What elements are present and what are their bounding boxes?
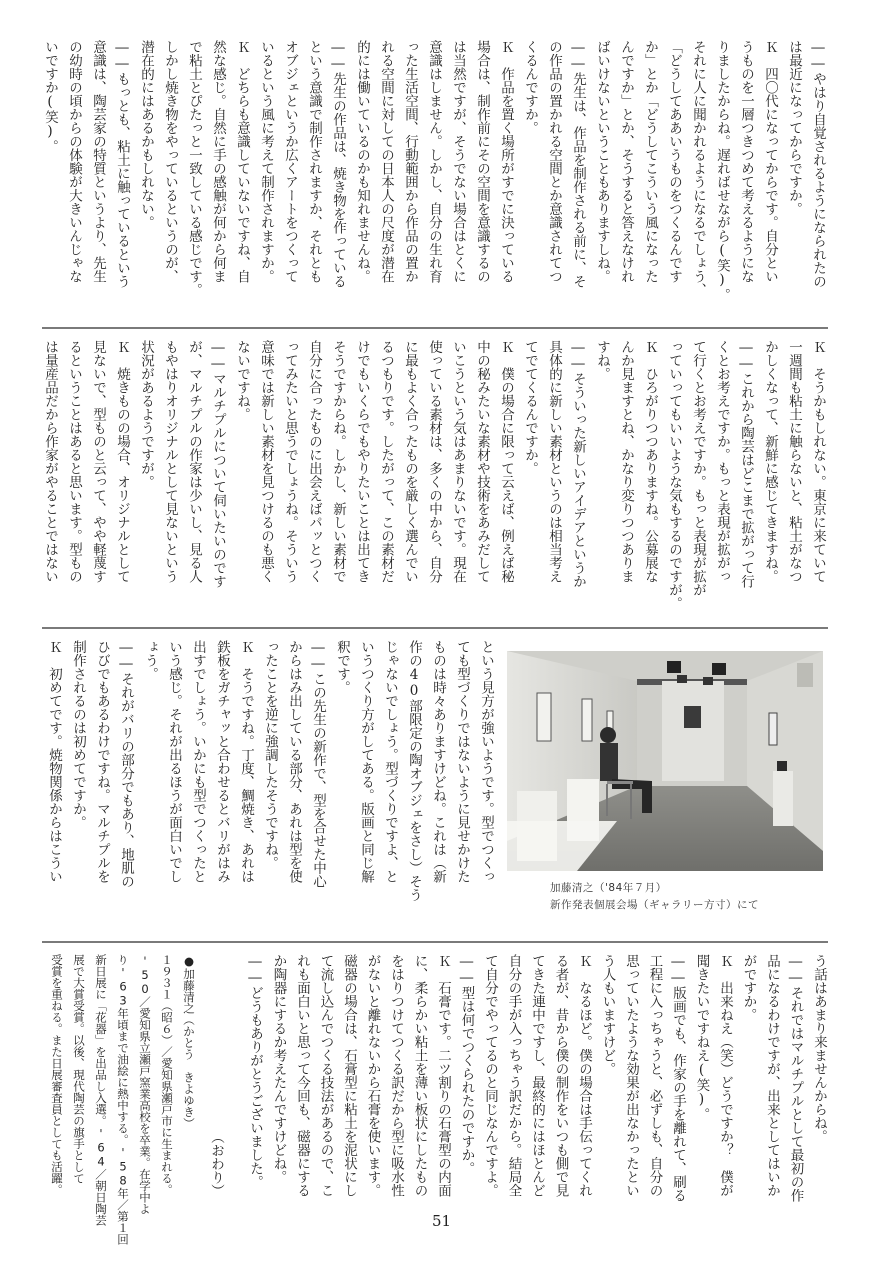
interview-columns <box>42 640 498 922</box>
text-column: Ｋ 作品を置く場所がすでに決っている <box>498 40 514 283</box>
interview-columns <box>243 954 831 1236</box>
text-column: そうですからね。しかし、新しい素材で <box>330 340 346 583</box>
text-column: れも面白いと思って今回も、磁器にする <box>294 954 310 1197</box>
text-column: Ｋ 焼きものの場合、オリジナルとして <box>114 340 130 583</box>
text-column: ったことを逆に強調したそうですね。 <box>262 640 278 870</box>
text-column: Ｋ 僕の場合に限って云えば、例えば秘 <box>498 340 514 583</box>
section-divider <box>42 627 828 629</box>
text-column: ないですね。 <box>234 340 250 421</box>
text-column: は当然ですが、そうでない場合はとくに <box>450 40 466 283</box>
text-column: いですか(笑)。 <box>42 40 58 153</box>
text-column: いこうという気はあまりないです。現在 <box>450 340 466 583</box>
text-column: ――先生の作品は、焼き物を作っている <box>330 40 346 288</box>
text-column: からはみ出している部分、あれは型を使 <box>286 640 302 883</box>
text-column: う人もいますけど。 <box>599 954 616 1076</box>
text-column: すね。 <box>594 340 610 381</box>
text-column: Ｋ なるほど。僕の場合は手伝ってくれ <box>576 954 592 1197</box>
text-column: 制作されるのは初めてですか。 <box>70 640 86 829</box>
text-column: 意味では新しい素材を見つけるのも悪く <box>258 340 274 583</box>
text-column: 出すでしょう。いかにも型でつくったと <box>190 640 206 883</box>
text-column: んか見ますとね、かなり変りつつありま <box>618 340 634 583</box>
caption-line-2: 新作発表個展会場（ギャラリー方寸）にて <box>550 899 759 911</box>
text-column: けでもいくらでもやりたいことは出てき <box>354 340 370 583</box>
text-column: Ｋ 初めてです。焼物関係からはこうい <box>46 640 62 883</box>
text-column: ――マルチプルについて伺いたいのです <box>210 340 226 588</box>
text-band-1 <box>30 40 830 322</box>
text-column: がですか。 <box>740 954 757 1022</box>
closing-mark: （おわり） <box>208 1130 224 1198</box>
text-column: う話はあまり来ませんからね。 <box>811 954 827 1143</box>
text-column: それに人に聞かれるようになるでしょう、 <box>690 40 706 297</box>
text-column: れる空間に対しての日本人の尺度が潜在 <box>378 40 394 283</box>
bio-line: 展で大賞受賞。以後、現代陶芸の旗手として <box>72 954 86 1184</box>
text-column: った生活空間、行動範囲から作品の置か <box>402 40 418 283</box>
text-column: は量産品だから作家がやることではない <box>42 340 58 583</box>
text-column: 潜在的にはあるかもしれない。 <box>138 40 154 229</box>
text-column: 使っている素材は、多くの中から、自分 <box>426 340 442 583</box>
text-column: ものは時々ありますけどね。これは（新 <box>430 640 446 883</box>
text-column: か」とか「どうしてこういう風になった <box>642 40 658 283</box>
text-column: ――型は何でつくられたのですか。 <box>458 954 475 1175</box>
text-column: 的には働いているのかも知れませんね。 <box>354 40 370 283</box>
text-column: 「どうしてああいうものをつくるんです <box>666 40 682 283</box>
text-column: に最もよく合ったものを厳しく選んでい <box>402 340 418 583</box>
text-column: て流し込んでつくる技法があるので、こ <box>317 954 334 1197</box>
text-column: 工程に入っちゃうと、必ずしも、自分の <box>646 954 663 1197</box>
text-column: Ｋ 四〇代になってからです。自分とい <box>762 40 778 283</box>
text-column: ――そういった新しいアイデアというか <box>570 340 586 588</box>
text-column: うものを一層つきつめて考えるようにな <box>738 40 754 283</box>
text-column: ――版画でも、作家の手を離れて、刷る <box>670 954 686 1202</box>
text-column: Ｋ 出来ねえ（笑）どうですか？ 僕が <box>717 954 733 1197</box>
text-column: いうつくり方がしてある。版画と同じ解 <box>358 640 374 883</box>
text-column: 聞きたいですねえ(笑)。 <box>693 954 710 1121</box>
text-column: て行くとお考えですか。もっと表現が拡が <box>690 340 706 597</box>
text-column: ょう。 <box>142 640 158 681</box>
text-column: に、柔らかい粘土を薄い板状にしたもの <box>411 954 428 1197</box>
text-column: 鉄板をガチャッと合わせるとバリがはみ <box>214 640 230 883</box>
text-column: くるんですか。 <box>522 40 538 135</box>
bio-line: １９３１（昭６）／愛知県瀬戸市に生まれる。 <box>160 954 174 1196</box>
section-divider <box>42 941 828 943</box>
text-column: ――どうもありがとうございました。 <box>247 954 263 1189</box>
text-column: ばいけないということもありますしね。 <box>594 40 610 283</box>
text-column: ――やはり自覚されるようになられたの <box>810 40 826 288</box>
text-column: いう感じ。それが出るほうが面白いでし <box>166 640 182 883</box>
text-column: をはりつけてつくる訳だから型に吸水性 <box>388 954 404 1197</box>
text-column: しかし焼き物をやっているというのが、 <box>162 40 178 283</box>
text-column: 釈です。 <box>334 640 350 694</box>
text-column: 自分の手が入っちゃう訳だから。結局全 <box>505 954 522 1197</box>
text-column: ――それがバリの部分でもあり、地肌の <box>118 640 134 888</box>
text-column: ても型づくりではないように見せかけた <box>454 640 470 883</box>
text-column: っていってもいいような気もするのですが。 <box>666 340 682 610</box>
text-column: ――それではマルチプルとして最初の作 <box>787 954 804 1202</box>
page-number: 51 <box>432 1212 452 1230</box>
text-column: 見ないで、型ものと云って、やや軽蔑す <box>90 340 106 583</box>
interview-columns <box>38 40 830 322</box>
text-column: 中の秘みたいな素材や技術をあみだして <box>474 340 490 583</box>
text-column: の幼時の頃からの体験が大きいんじゃな <box>66 40 82 283</box>
photo-caption <box>550 880 759 914</box>
bio-line: 新日展に「花器」を出品し入選。'64／朝日陶芸 <box>94 954 108 1226</box>
text-column: Ｋ ひろがりつつありますね。公募展な <box>642 340 658 583</box>
text-column: りましたからね。遅ればせながら(笑)。 <box>714 40 730 302</box>
gallery-photo-image <box>507 651 823 871</box>
bio-line: '50／愛知県立瀬戸窯業高校を卒業。在学中よ <box>138 954 152 1215</box>
text-column: 思っていたような効果が出なかったとい <box>623 954 639 1197</box>
interview-columns <box>38 340 830 622</box>
text-column: ――この先生の新作で、型を合せた中心 <box>310 640 326 888</box>
text-column: てきた連中ですし、最終的にはほとんど <box>529 954 545 1197</box>
bio-line: り'63年頃まで油絵に熱中する。'58年／第１回 <box>116 954 130 1245</box>
text-band-2 <box>30 340 830 622</box>
text-column: 場合は、制作前にその空間を意識するの <box>474 40 490 283</box>
text-column: て自分でやってるのと同じなんですよ。 <box>482 954 498 1197</box>
artist-bio <box>28 954 200 1245</box>
text-column: ――先生は、作品を制作される前に、そ <box>570 40 586 288</box>
text-column: 然な感じ。自然に手の感触が何から何ま <box>210 40 226 283</box>
text-column: てでてくるんですか。 <box>522 340 538 475</box>
text-column: がないと離れないから石膏を使います。 <box>364 954 381 1197</box>
text-band-3 <box>30 640 498 922</box>
section-divider <box>42 327 828 329</box>
text-column: という意識で制作されますか、それとも <box>306 40 322 283</box>
text-column: Ｋ そうかもしれない。東京に来ていて <box>810 340 826 583</box>
text-column: は最近になってからですか。 <box>786 40 802 216</box>
text-column: 意識は、陶芸家の特質というより、先生 <box>90 40 106 283</box>
caption-line-1: 加藤清之（'84年７月） <box>550 882 667 894</box>
text-column: 具体的に新しい素材というのは相当考え <box>546 340 562 583</box>
text-column: かしくなって、新鮮に感じてきますね。 <box>762 340 778 583</box>
text-column: 自分に合ったものに出会えばパッとつく <box>306 340 322 583</box>
text-column: Ｋ 石膏です。二ツ割りの石膏型の内面 <box>435 954 451 1197</box>
text-column: るということはあると思います。型もの <box>66 340 82 583</box>
text-column: ひびでもあるわけですね。マルチプルを <box>94 640 110 883</box>
bio-columns <box>46 954 200 1245</box>
text-column: くとお考えですか。もっと表現が拡がっ <box>714 340 730 583</box>
text-column: 磁器の場合は、石膏型に粘土を泥状にし <box>341 954 357 1197</box>
text-column: オブジェというか広くアートをつくって <box>282 40 298 283</box>
text-column: 作の40部限定の陶オブジェをさし）そう <box>406 640 422 902</box>
text-column: Ｋ どちらも意識していないですね、自 <box>234 40 250 283</box>
text-column: ――これから陶芸はどこまで拡がって行 <box>738 340 754 588</box>
text-column: るつもりです。したがって、この素材だ <box>378 340 394 583</box>
text-column: る者が、昔から僕の制作をいつも側で見 <box>552 954 569 1197</box>
text-column: 品になるわけですが、出来としてはいか <box>764 954 780 1197</box>
text-column: んですか」とか、そうすると答えなけれ <box>618 40 634 283</box>
text-column: で粘土とぴたっと一致している感じです。 <box>186 40 202 297</box>
bio-line: 受賞を重ねる。また日展審査員としても活躍。 <box>50 954 64 1196</box>
text-column: という見方が強いようです。型でつくっ <box>478 640 494 883</box>
text-band-4 <box>232 954 830 1236</box>
text-column: Ｋ そうですね。丁度、鯛焼き、あれは <box>238 640 254 883</box>
gallery-photo <box>507 651 823 871</box>
text-column: の作品の置かれる空間とか意識されてつ <box>546 40 562 283</box>
text-column: ――もっとも、粘土に触っているという <box>114 40 130 288</box>
text-column: いるという風に考えて制作されますか。 <box>258 40 274 283</box>
text-column: もやはりオリジナルとして見ないという <box>162 340 178 583</box>
text-column: ってみたいと思うでしょうね。そういう <box>282 340 298 583</box>
bio-heading: ●加藤清之（かとう きよゆき） <box>182 954 196 1129</box>
text-column: が、マルチプルの作家は少いし、見る人 <box>186 340 202 583</box>
text-column: 一週間も粘土に触らないと、粘土がなつ <box>786 340 802 583</box>
text-column: 意識はしません。しかし、自分の生れ育 <box>426 40 442 283</box>
text-column: 状況があるようですが。 <box>138 340 154 489</box>
text-column: か陶器にするか考えたんですけどね。 <box>270 954 287 1184</box>
text-column: じゃないでしょう。型づくりですよ、と <box>382 640 398 883</box>
